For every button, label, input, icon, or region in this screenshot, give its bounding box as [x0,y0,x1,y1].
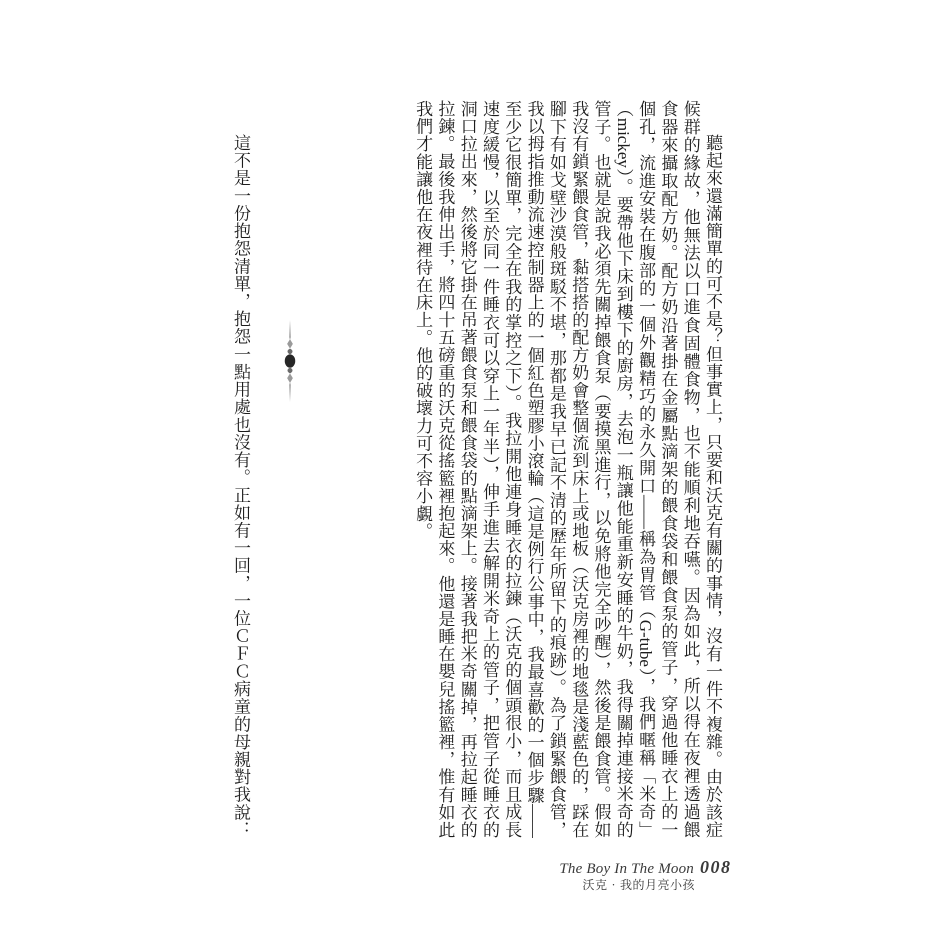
ornament-bottom-lens [287,368,292,374]
text-column: （mickey）。要帶他下床到樓下的廚房，去泡一瓶讓他能重新安睡的牛奶，我得關掉連接米奇的 [613,100,633,838]
text-column: 速度緩慢，以至於同一件睡衣可以穿上一年半），伸手進去解開米奇上的管子，把管子從睡衣的 [480,100,499,838]
text-column: 個孔，流進安裝在腹部的一個外觀精巧的永久開口——稱為胃管（G-tube），我們暱稱「米奇」 [636,100,656,838]
running-title-english: The Boy In The Moon [559,861,694,877]
text-column: 聽起來還滿簡單的可不是？但事實上，只要和沃克有關的事情，沒有一件不複雜。由於該症 [703,134,722,838]
ornament-top-lens [287,349,292,355]
text-column: 食器來攝取配方奶。配方奶沿著掛在金屬點滴架的餵食袋和餵食泵的管子，穿過他睡衣上的一 [658,100,678,838]
running-title-chinese: 沃克‧我的月亮小孩 [582,878,695,892]
ornament-bottom-spike [289,382,291,402]
text-column: 管子。也就是說我必須先關掉餵食泵（要摸黑進行，以免將他完全吵醒），然後是餵食管。假如 [591,100,611,838]
text-column-last: 我們才能讓他在夜裡待在床上。他的破壞力可不容小覷。 [413,100,433,540]
ornament-top-spike [289,320,291,340]
ornament-bottom-diamond [287,373,293,383]
ornament-top-diamond [287,339,293,349]
text-column: 至少它很簡單，完全在我的掌控之下）。我拉開他連身睡衣的拉鍊（沃克的個頭很小，而且成長 [502,100,522,838]
ornament-center-oval [285,354,295,367]
text-column: 腳下有如戈壁沙漠般斑駁不堪，那都是我早已記不清的歷年所留下的痕跡）。為了鎖緊餵食管， [546,100,566,838]
fleuron-divider-icon [278,320,302,402]
text-column: 這不是一份抱怨清單，抱怨一點用處也沒有。正如有一回，一位ＣＦＣ病童的母親對我說： [231,134,250,838]
text-column: 候群的緣故，他無法以口進食固體食物，也不能順利地吞嚥。因為如此，所以得在夜裡透過餵 [680,100,700,838]
text-column: 拉鍊。最後我伸出手，將四十五磅重的沃克從搖籃裡抱起來。他還是睡在嬰兒搖籃裡，惟有如此 [435,100,455,838]
text-column: 我以拇指推動流速控制器上的一個紅色塑膠小滾輪（這是例行公事中，我最喜歡的一個步驟—— [524,100,544,838]
page-number: 008 [700,857,732,877]
text-column: 我沒有鎖緊餵食管，黏搭搭的配方奶會整個流到床上或地板（沃克房裡的地毯是淺藍色的，踩在 [569,100,589,838]
text-column: 洞口拉出來，然後將它掛在吊著餵食泵和餵食袋的點滴架上。接著我把米奇關掉，再拉起睡衣的 [457,100,477,838]
